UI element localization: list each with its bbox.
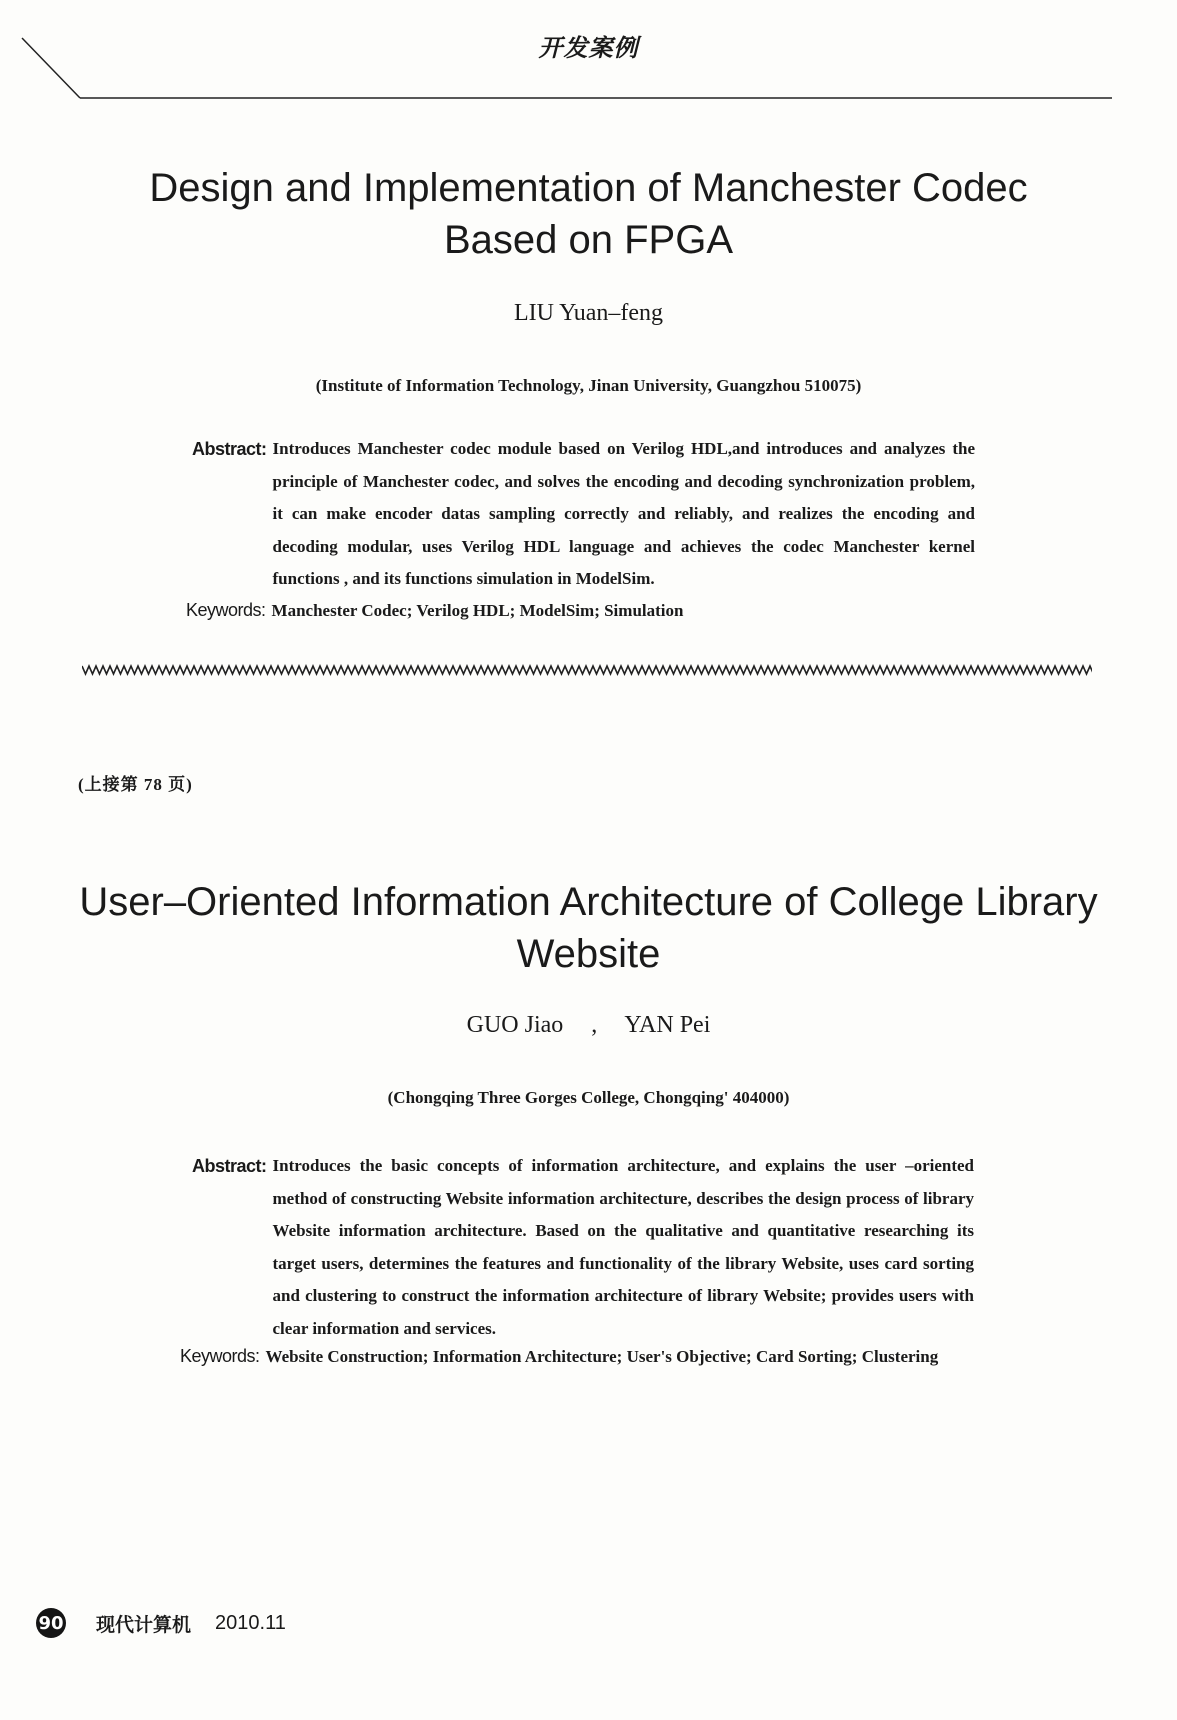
article1-keywords-label: Keywords:	[186, 600, 266, 620]
article1-keywords-text: Manchester Codec; Verilog HDL; ModelSim; Simulation	[271, 601, 684, 620]
article2-affiliation: (Chongqing Three Gorges College, Chongqing' 404000)	[387, 1088, 790, 1107]
article2-abstract	[192, 1150, 974, 1345]
journal-name: 现代计算机	[96, 1613, 192, 1636]
article1-abstract-text: Introduces Manchester codec module based on Verilog HDL,and introduces and analyzes the principle of Manchester codec, and solves the encoding and decoding synchronization problem, it can make encoder datas sampling correctly and reliably, and realizes the encoding and decoding modular, uses Verilog HDL language and achieves the codec Manchester kernel functions , and its functions simulation in ModelSim.	[272, 439, 975, 588]
article2-title	[60, 876, 1117, 980]
article1-title	[60, 162, 1117, 266]
section-header: 开发案例	[538, 34, 639, 62]
wavy-divider	[82, 663, 1092, 677]
article1-title-line2: Based on FPGA	[443, 218, 734, 262]
article1-author: LIU Yuan–feng	[513, 300, 664, 326]
article2-author2: YAN Pei	[624, 1012, 711, 1038]
page-number-badge: 90	[36, 1608, 66, 1638]
article2-authors	[0, 1012, 1177, 1039]
article1-keywords	[186, 600, 986, 621]
article1-affiliation: (Institute of Information Technology, Jinan University, Guangzhou 510075)	[315, 376, 862, 395]
article2-author1: GUO Jiao	[466, 1012, 564, 1038]
article2-keywords	[180, 1346, 1000, 1367]
article1-title-line1: Design and Implementation of Manchester Codec	[149, 166, 1028, 210]
article1-abstract-label: Abstract:	[192, 439, 267, 459]
article2-keywords-text: Website Construction; Information Architecture; User's Objective; Card Sorting; Clustering	[265, 1347, 939, 1366]
article2-author-sep: ,	[591, 1012, 598, 1038]
article2-keywords-label: Keywords:	[180, 1346, 260, 1366]
article2-title-line1: User–Oriented Information Architecture of College Library	[79, 880, 1098, 924]
article2-title-line2: Website	[516, 932, 661, 976]
journal-issue: 2010.11	[215, 1611, 286, 1634]
article2-abstract-label: Abstract:	[192, 1156, 267, 1176]
article2-abstract-text: Introduces the basic concepts of information architecture, and explains the user –oriented method of constructing Website information architecture, describes the design process of library Website information architecture. Based on the qualitative and quantitative researching its target users, determines the features and functionality of the library Website, uses card sorting and clustering to construct the information architecture of library Website; provides users with clear information and services.	[272, 1156, 974, 1338]
continued-from-note: (上接第 78 页)	[78, 775, 193, 794]
article1-abstract	[192, 433, 975, 596]
page-footer	[36, 1608, 286, 1638]
